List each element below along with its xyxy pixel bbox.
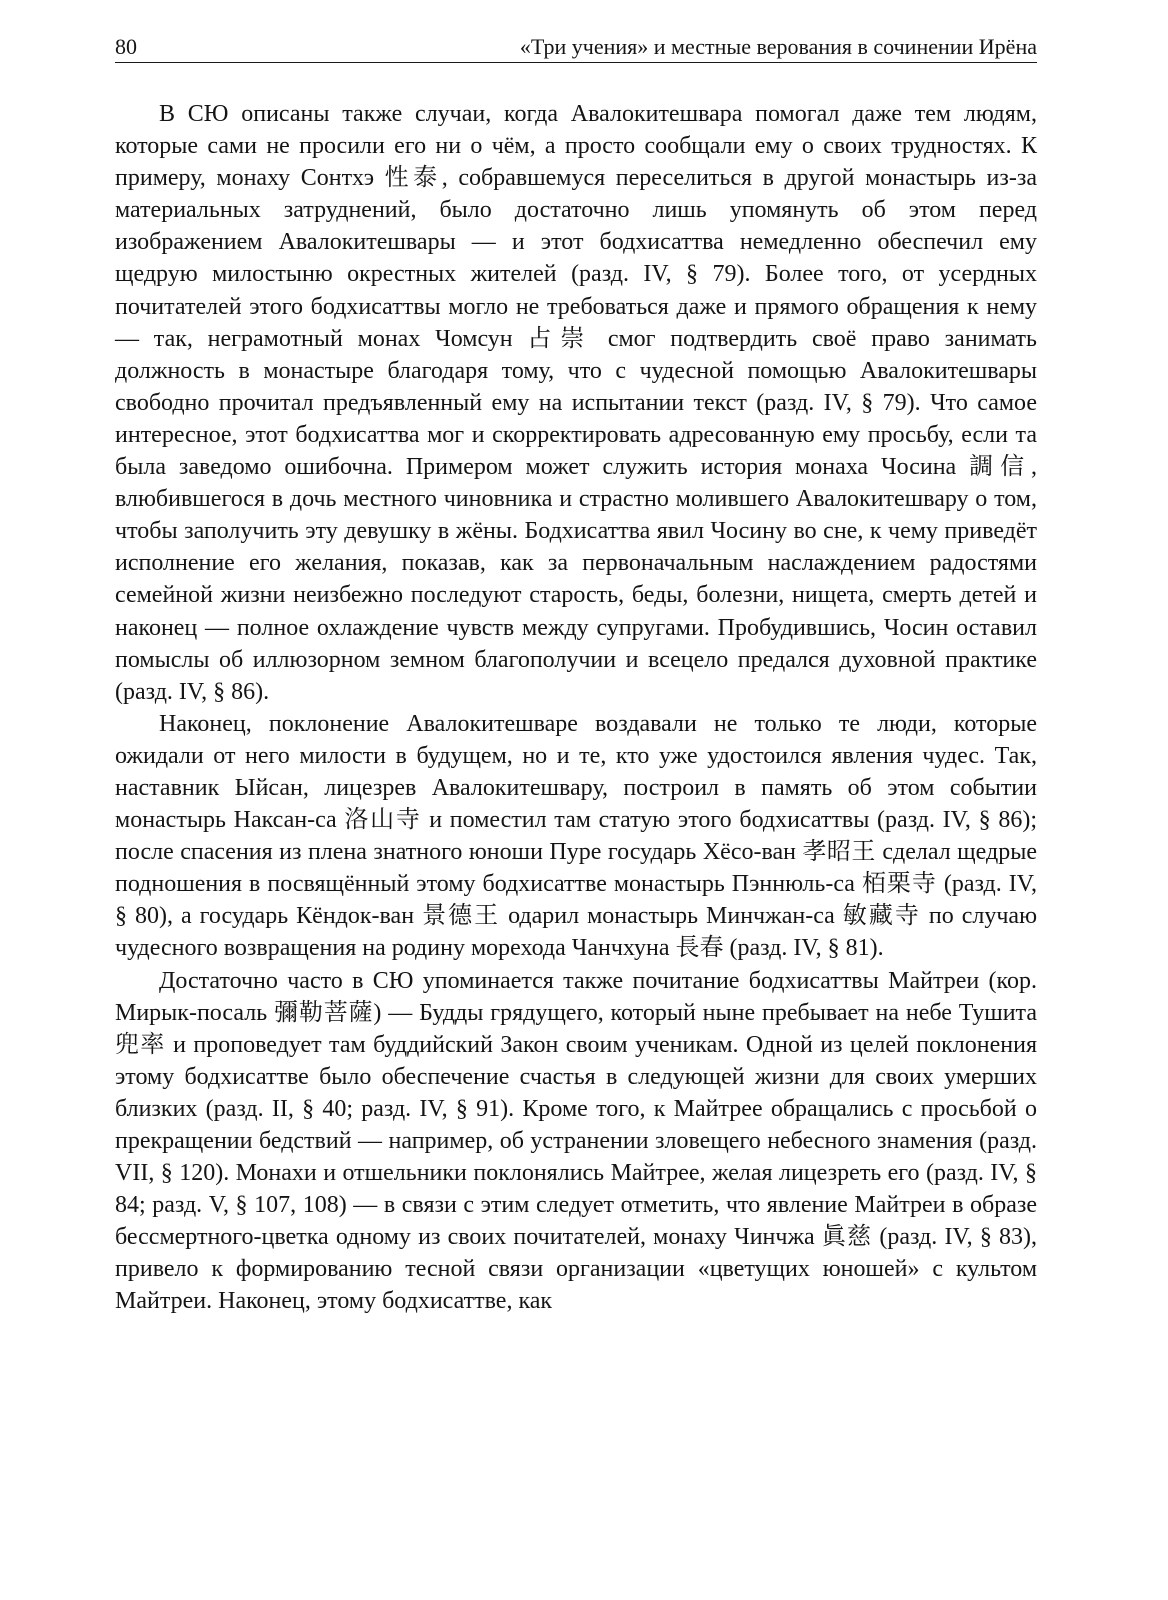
paragraph-maitreya: Достаточно часто в СЮ упоминается также почитание бодхисаттвы Майтреи (кор. Мирык-посаль 彌勒菩薩) — Будды грядущего, который ныне пребывает на небе Тушита 兜率 и проповедует там буддийский Закон своим ученикам. Одной из целей поклонения этому бодхисаттве было обеспечение счастья в следующей жизни для своих умерших близких (разд. II, § 40; разд. IV, § 91). Кроме того, к Майтрее обращались с просьбой о прекращении бедствий — например, об устранении зловещего небесного знамения (разд. VII, § 120). Монахи и отшельники поклонялись Майтрее, желая лицезреть его (разд. IV, § 84; разд. V, § 107, 108) — в связи с этим следует отметить, что явление Майтреи в образе бессмертного-цветка одному из своих почитателей, монаху Чинчжа 眞慈 (разд. IV, § 83), привело к формированию тесной связи организации «цветущих юношей» с культом Майтреи. Наконец, этому бодхисаттве, как <box>115 967 1037 1315</box>
paragraph-avalokiteshvara-worship: Наконец, поклонение Авалокитешваре воздавали не только те люди, которые ожидали от него милости в будущем, но и те, кто уже удостоился явления чудес. Так, наставник Ыйсан, лицезрев Авалокитешвару, построил в память об этом событии монастырь Наксан-са 洛山寺 и поместил там статую этого бодхисаттвы (разд. IV, § 86); после спасения из плена знатного юноши Пуре государь Хёсо-ван 孝昭王 сделал щедрые подношения в посвящённый этому бодхисаттве монастырь Пэннюль-са 栢栗寺 (разд. IV, § 80), а государь Кёндок-ван 景德王 одарил монастырь Минчжан-са 敏藏寺 по случаю чудесного возвращения на родину морехода Чанчхуна 長春 (разд. IV, § 81). <box>115 710 1037 962</box>
running-header <box>115 34 1037 63</box>
running-title: «Три учения» и местные верования в сочинении Ирёна <box>519 34 1037 59</box>
paragraph-avalokiteshvara-help: В СЮ описаны также случаи, когда Авалокитешвара помогал даже тем людям, которые сами не просили его ни о чём, а просто сообщали ему о своих трудностях. К примеру, монаху Сонтхэ 性泰, собравшемуся переселиться в другой монастырь из-за материальных затруднений, было достаточно лишь упомянуть об этом перед изображением Авалокитешвары — и этот бодхисаттва немедленно обеспечил ему щедрую милостыню окрестных жителей (разд. IV, § 79). Более того, от усердных почитателей этого бодхисаттвы могло не требоваться даже и прямого обращения к нему — так, неграмотный монах Чомсун 占崇 смог подтвердить своё право занимать должность в монастыре благодаря тому, что с чудесной помощью Авалокитешвары свободно прочитал предъявленный ему на испытании текст (разд. IV, § 79). Что самое интересное, этот бодхисаттва мог и скорректировать адресованную ему просьбу, если та была заведомо ошибочна. Примером может служить история монаха Чосина 調信, влюбившегося в дочь местного чиновника и страстно молившего Авалокитешвару о том, чтобы заполучить эту девушку в жёны. Бодхисаттва явил Чосину во сне, к чему приведёт исполнение его желания, показав, как за первоначальным наслаждением радостями семейной жизни неизбежно последуют старость, беды, болезни, нищета, смерть детей и наконец — полное охлаждение чувств между супругами. Пробудившись, Чосин оставил помыслы об иллюзорном земном благополучии и всецело предался духовной практике (разд. IV, § 86). <box>115 101 1037 705</box>
body-text <box>115 98 1037 1318</box>
page-number: 80 <box>115 34 137 59</box>
